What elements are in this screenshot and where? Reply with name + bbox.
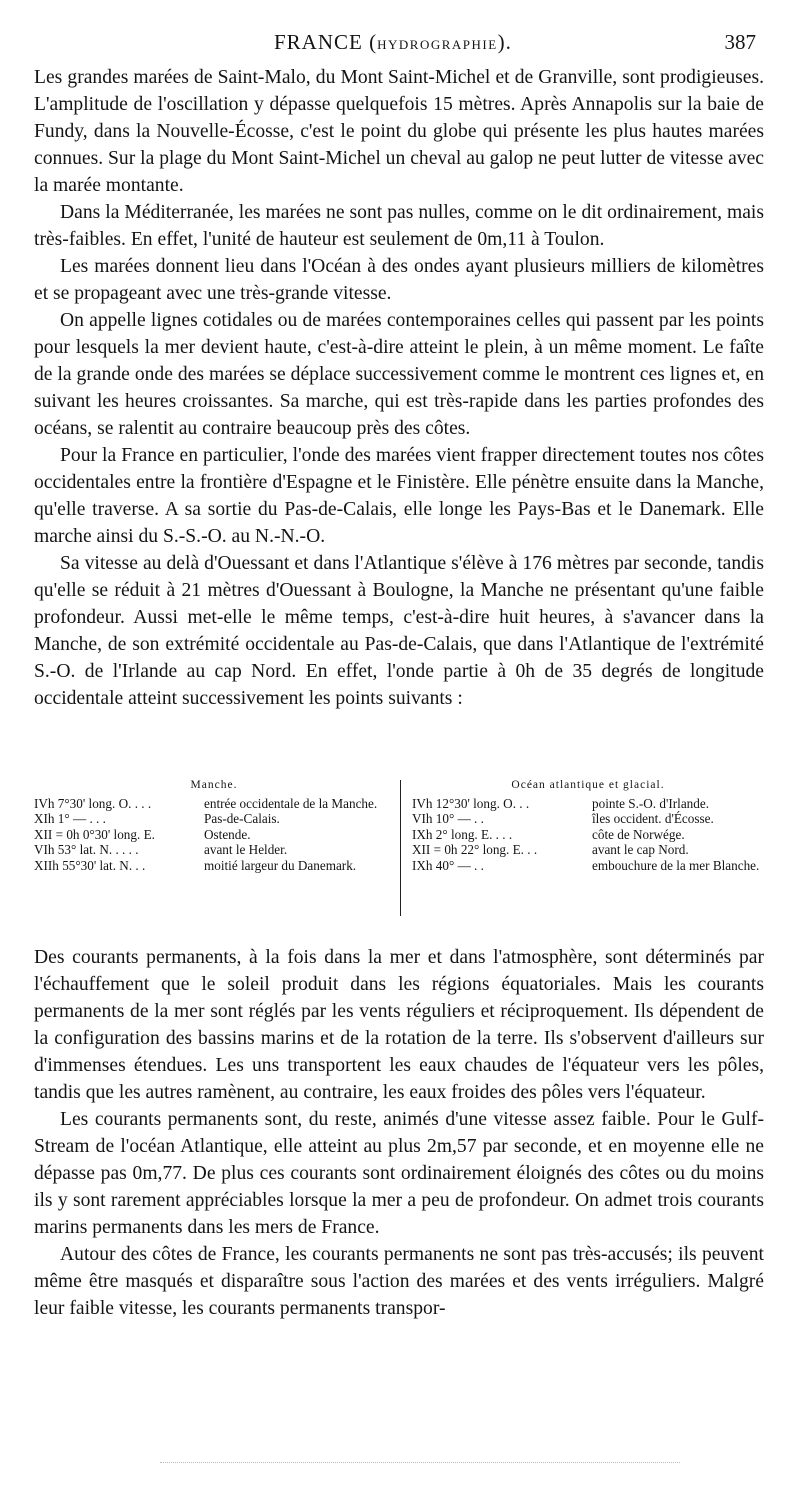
table-cell-place: avant le Helder.: [204, 842, 288, 857]
table-cell-time: XIIh 55°30' lat. N. . .: [34, 857, 146, 873]
paragraph: Des courants permanents, à la fois dans la mer et dans l'atmosphère, sont déterminés par l'échauffement que le soleil produit dans les régions équatoriales. Mais les courants permanents de la mer sont réglés par les vents réguliers et réciproquement. Ils dépendent de la configuration des bassins marins et de la rotation de la terre. Ils s'observent d'ailleurs sur d'immenses étendues. Les uns transportent les eaux chaudes de l'équateur vers les pôles, tandis que les autres ramènent, au contraire, les eaux froides des pôles vers l'équateur.: [34, 947, 764, 1103]
table-cell-time: IXh 40° — . .: [412, 857, 484, 873]
table-title: Océan atlantique et glacial.: [511, 779, 665, 791]
table-cell-time: IVh 7°30' long. O. . . .: [34, 795, 152, 811]
table-cell-time: VIh 53° lat. N. . . . .: [34, 842, 139, 857]
table-cell-place: embouchure de la mer Blanche.: [592, 857, 760, 873]
table-cell-time: XIh 1° — . . .: [34, 811, 106, 826]
table-manche: [34, 778, 394, 873]
column-divider: [400, 780, 401, 916]
running-title: [274, 30, 512, 55]
running-title-close: ).: [497, 30, 512, 54]
table-row: [34, 796, 394, 812]
running-title-main: FRANCE (: [274, 30, 378, 54]
table-cell-place: moitié largeur du Danemark.: [204, 857, 357, 873]
table-cell-time: IXh 2° long. E. . . .: [412, 826, 513, 842]
table-cell-place: côte de Norwége.: [592, 826, 685, 842]
table-row: [34, 827, 394, 843]
paragraph: On appelle lignes cotidales ou de marées contemporaines celles qui passent par les points pour lesquels la mer devient haute, c'est-à-dire atteint le plein, à un même moment. Le faîte de la grande onde des marées se déplace successivement comme le montrent ces lignes et, en suivant les heures croissantes. Sa marche, qui est très-rapide dans les parties profondes des océans, se ralentit au contraire beaucoup près des côtes.: [34, 310, 764, 439]
table-cell-place: avant le cap Nord.: [592, 842, 689, 857]
table-ocean: [412, 778, 764, 873]
table-cell-place: pointe S.-O. d'Irlande.: [592, 795, 710, 811]
table-row: [34, 842, 394, 858]
paragraph: Les courants permanents sont, du reste, animés d'une vitesse assez faible. Pour le Gulf-Stream de l'océan Atlantique, elle atteint au plus 2m,57 par seconde, et en moyenne elle ne dépasse pas 0m,77. De plus ces courants sont ordinairement éloignés des côtes ou du moins ils y sont rarement appréciables lorsque la mer a peu de profondeur. On admet trois courants marins permanents dans les mers de France.: [34, 1109, 764, 1238]
table-cell-time: VIh 10° — . .: [412, 811, 484, 826]
table-row: [412, 827, 764, 843]
table-row: [34, 811, 394, 827]
table-row: [412, 811, 764, 827]
table-cell-place: entrée occidentale de la Manche.: [204, 795, 378, 811]
table-row: [412, 842, 764, 858]
paragraph: Sa vitesse au delà d'Ouessant et dans l'Atlantique s'élève à 176 mètres par seconde, tandis qu'elle se réduit à 21 mètres d'Ouessant à Boulogne, la Manche ne présentant qu'une faible profondeur. Aussi met-elle le même temps, c'est-à-dire huit heures, à s'avancer dans la Manche, de son extrémité occidentale au Pas-de-Calais, que dans l'Atlantique de l'extrémité S.-O. de l'Irlande au cap Nord. En effet, l'onde partie à 0h de 35 degrés de longitude occidentale atteint successivement les points suivants :: [34, 553, 764, 709]
running-header: [60, 30, 756, 58]
table-title: Manche.: [190, 779, 238, 791]
text-block-top: [34, 64, 764, 712]
page-number: 387: [724, 30, 756, 54]
table-cell-place: îles occident. d'Écosse.: [592, 811, 714, 826]
table-cell-place: Ostende.: [204, 826, 251, 842]
paragraph: Pour la France en particulier, l'onde des marées vient frapper directement toutes nos côtes occidentales entre la frontière d'Espagne et le Finistère. Elle pénètre ensuite dans la Manche, qu'elle traverse. A sa sortie du Pas-de-Calais, elle longe les Pays-Bas et le Danemark. Elle marche ainsi du S.-S.-O. au N.-N.-O.: [34, 445, 764, 547]
table-cell-time: IVh 12°30' long. O. . .: [412, 795, 530, 811]
running-title-sub: HYDROGRAPHIE: [377, 37, 498, 52]
paragraph: Les marées donnent lieu dans l'Océan à des ondes ayant plusieurs milliers de kilomètres et se propageant avec une très-grande vitesse.: [34, 256, 764, 304]
text-block-bottom: [34, 944, 764, 1322]
paragraph: Autour des côtes de France, les courants permanents ne sont pas très-accusés; ils peuvent même être masqués et disparaître sous l'action des marées et des vents irréguliers. Malgré leur faible vitesse, les courants permanents transpor-: [34, 1244, 764, 1319]
table-row: [412, 796, 764, 812]
paragraph: Dans la Méditerranée, les marées ne sont pas nulles, comme on le dit ordinairement, mais très-faibles. En effet, l'unité de hauteur est seulement de 0m,11 à Toulon.: [34, 202, 764, 250]
tide-times-tables: [34, 778, 764, 918]
table-cell-time: XII = 0h 22° long. E. . .: [412, 842, 538, 857]
bleed-through-line: [160, 1462, 680, 1465]
paragraph: Les grandes marées de Saint-Malo, du Mont Saint-Michel et de Granville, sont prodigieuses. L'amplitude de l'oscillation y dépasse quelquefois 15 mètres. Après Annapolis sur la baie de Fundy, dans la Nouvelle-Écosse, c'est le point du globe qui présente les plus hautes marées connues. Sur la plage du Mont Saint-Michel un cheval au galop ne peut lutter de vitesse avec la marée montante.: [34, 67, 764, 196]
table-cell-place: Pas-de-Calais.: [204, 811, 280, 826]
table-row: [412, 858, 764, 874]
table-row: [34, 858, 394, 874]
table-cell-time: XII = 0h 0°30' long. E.: [34, 826, 155, 842]
